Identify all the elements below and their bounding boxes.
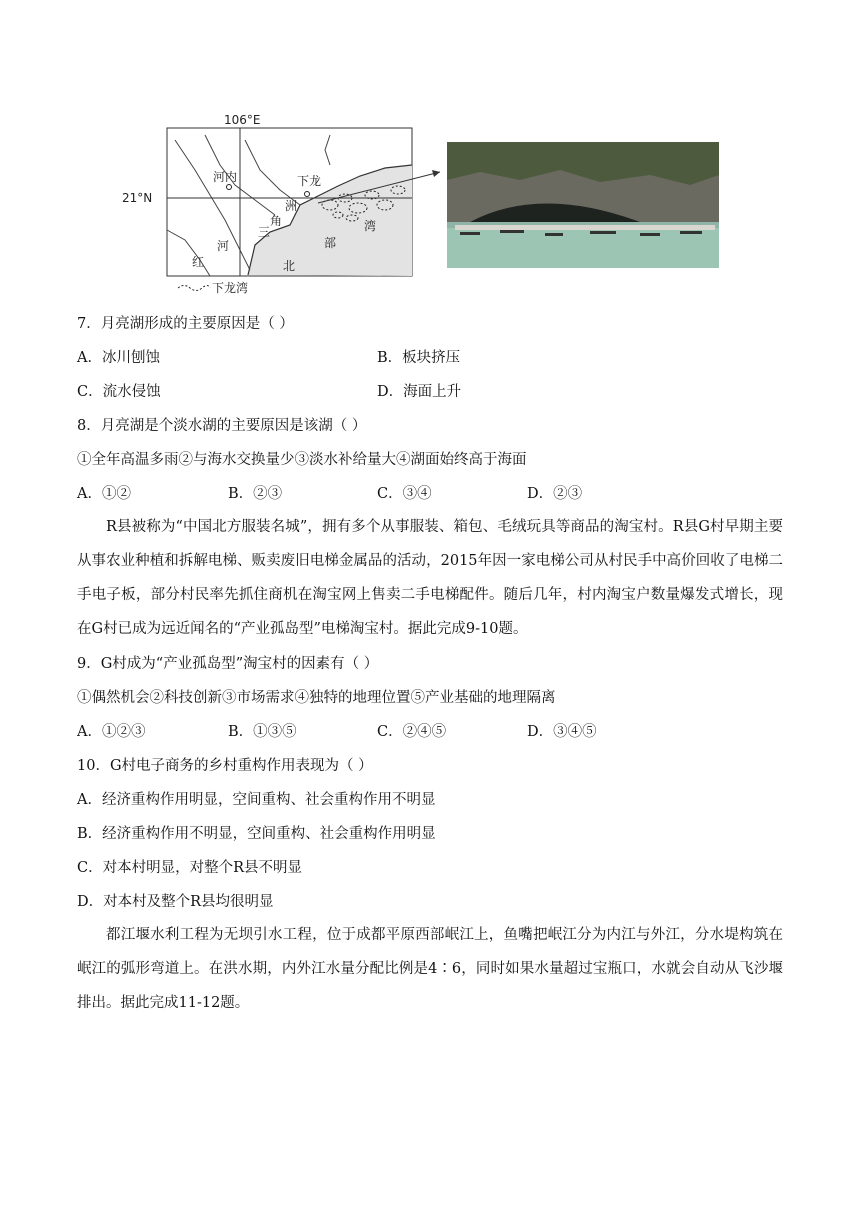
sea-cave-photo [447, 142, 719, 268]
map [122, 113, 412, 295]
map-label-hong: 红 [192, 255, 205, 269]
map-label-bei: 北 [283, 259, 296, 273]
arrow-head [432, 170, 440, 177]
q10-option-d[interactable]: D．对本村及整个R县均很明显 [77, 894, 274, 910]
map-label-bu: 部 [324, 236, 337, 250]
q7-option-d[interactable]: D．海面上升 [377, 384, 462, 400]
q8-option-b[interactable]: B．②③ [228, 486, 283, 502]
longitude-label: 106°E [224, 113, 261, 127]
q7-option-b[interactable]: B．板块挤压 [377, 350, 461, 366]
map-label-jiao: 角 [270, 214, 283, 228]
passage-dujiangyan: 都江堰水利工程为无坝引水工程，位于成都平原西部岷江上，鱼嘴把岷江分为内江与外江，分水堤构筑在岷江的弧形弯道上。在洪水期，内外江水量分配比例是4∶6，同时如果水量超过宝瓶口，水就会自动从飞沙堰排出。据此完成11-12题。 [77, 927, 783, 1011]
q10-option-c[interactable]: C．对本村明显，对整个R县不明显 [77, 860, 303, 876]
q9-option-c[interactable]: C．②④⑤ [377, 724, 447, 740]
map-label-zhou: 洲 [285, 199, 298, 213]
q10-stem: 10．G村电子商务的乡村重构作用表现为（ ） [77, 758, 373, 774]
q10-option-a[interactable]: A．经济重构作用明显，空间重构、社会重构作用不明显 [77, 792, 436, 808]
q7-option-c[interactable]: C．流水侵蚀 [77, 384, 161, 400]
map-label-he: 河 [217, 239, 230, 253]
q8-items: ①全年高温多雨②与海水交换量少③淡水补给量大④湖面始终高于海面 [77, 452, 527, 468]
q8-option-d[interactable]: D．②③ [527, 486, 583, 502]
q10-option-b[interactable]: B．经济重构作用不明显，空间重构、社会重构作用明显 [77, 826, 436, 842]
q8-stem: 8．月亮湖是个淡水湖的主要原因是该湖（ ） [77, 418, 367, 434]
map-label-wan: 湾 [364, 219, 377, 233]
map-label-san: 三 [258, 225, 271, 239]
figure-map-and-photo [0, 0, 860, 300]
q9-stem: 9．G村成为“产业孤岛型”淘宝村的因素有（ ） [77, 656, 379, 672]
q7-stem: 7．月亮湖形成的主要原因是（ ） [77, 316, 294, 332]
q8-option-c[interactable]: C．③④ [377, 486, 432, 502]
passage-taobao-village: R县被称为“中国北方服装名城”，拥有多个从事服装、箱包、毛绒玩具等商品的淘宝村。R县G村早期主要从事农业种植和拆解电梯、贩卖废旧电梯金属品的活动，2015年因一家电梯公司从村民手中高价回收了电梯二手电子板，部分村民率先抓住商机在淘宝网上售卖二手电梯配件。随后几年，村内淘宝户数量爆发式增长，现在G村已成为远近闻名的“产业孤岛型”电梯淘宝村。据此完成9-10题。 [77, 519, 783, 637]
q9-option-a[interactable]: A．①②③ [77, 724, 146, 740]
latitude-label: 21°N [122, 191, 153, 205]
legend-label: 下龙湾 [212, 281, 249, 295]
q7-option-a[interactable]: A．冰川刨蚀 [77, 350, 160, 366]
map-label-halong: 下龙 [297, 174, 322, 188]
legend-symbol [178, 286, 210, 291]
q9-option-b[interactable]: B．①③⑤ [228, 724, 297, 740]
map-label-hanoi: 河内 [213, 170, 238, 184]
q9-option-d[interactable]: D．③④⑤ [527, 724, 597, 740]
q8-option-a[interactable]: A．①② [77, 486, 131, 502]
q9-items: ①偶然机会②科技创新③市场需求④独特的地理位置⑤产业基础的地理隔离 [77, 690, 556, 706]
